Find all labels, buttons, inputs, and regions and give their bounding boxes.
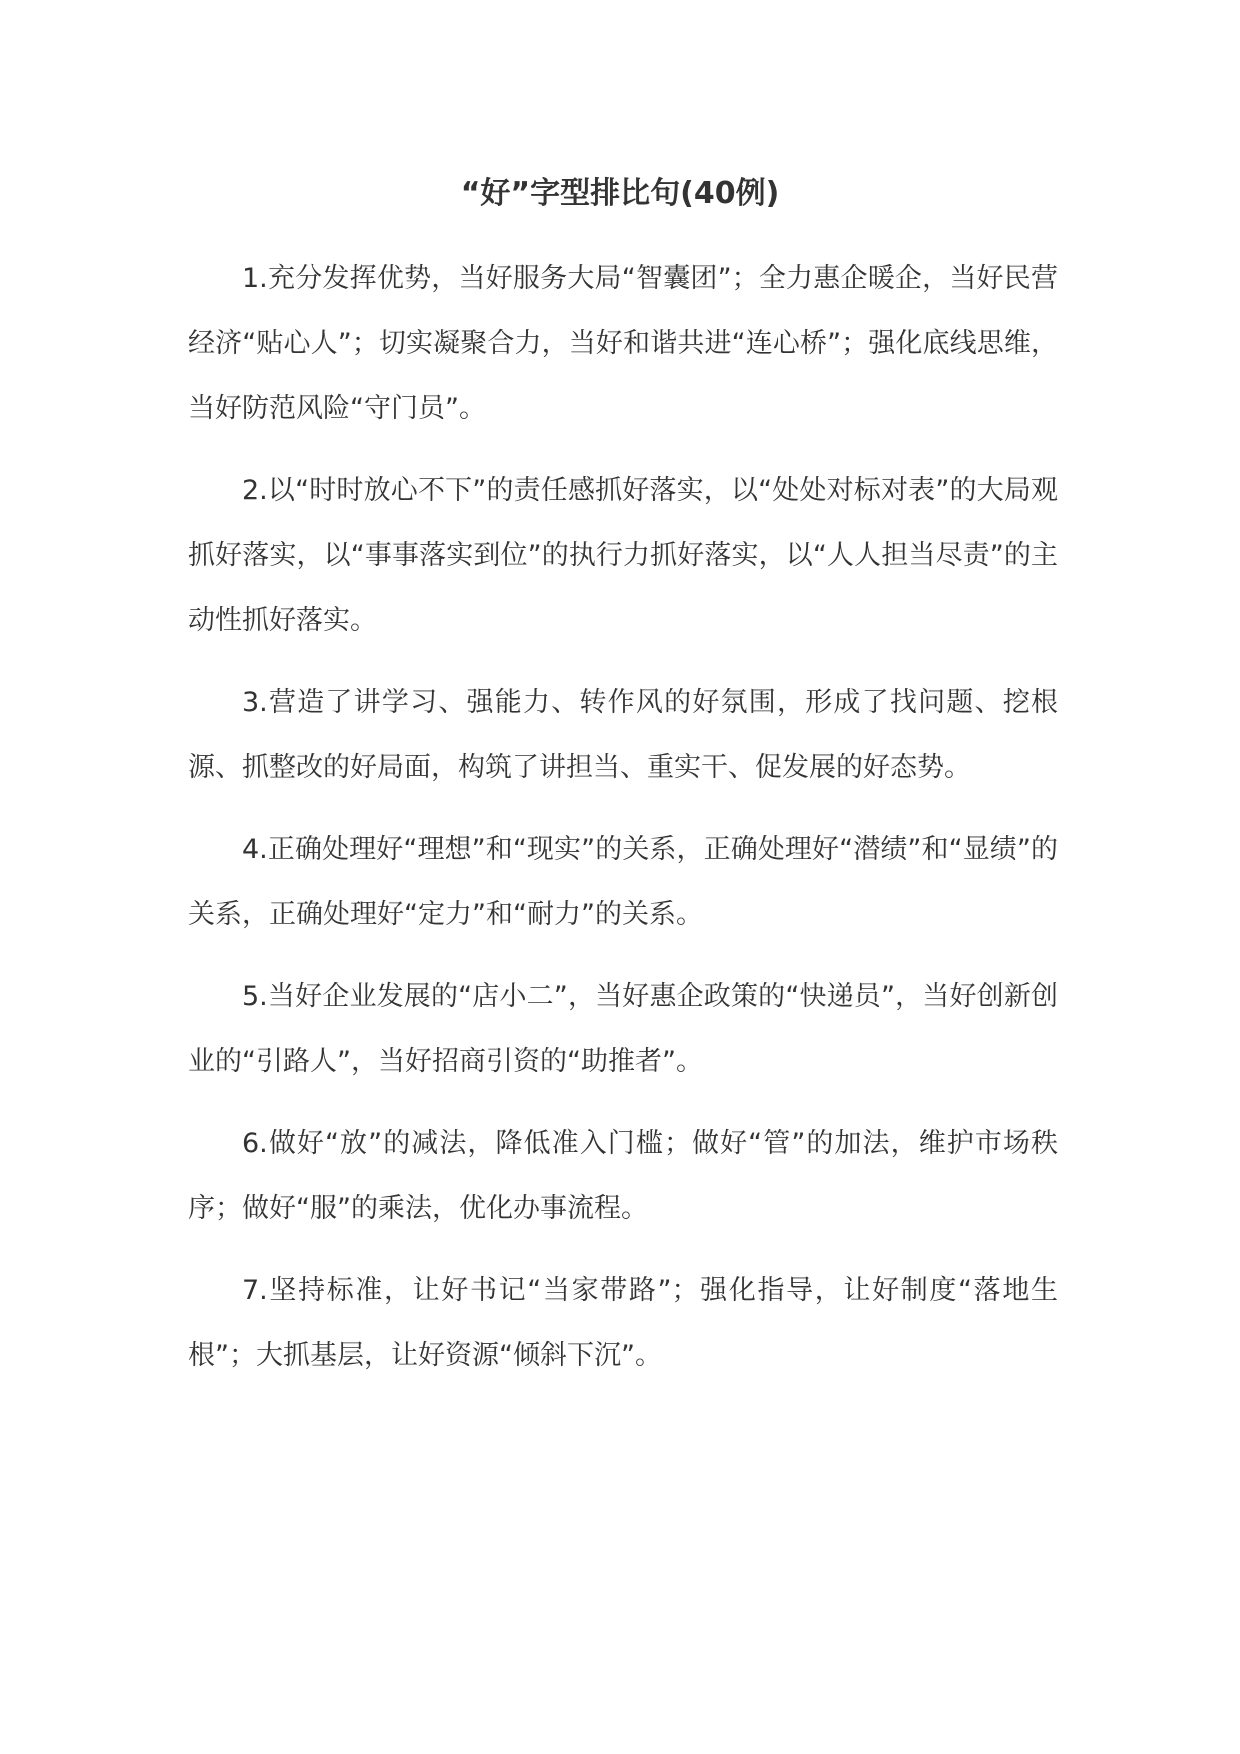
paragraph-5: 5.当好企业发展的“店小二”，当好惠企政策的“快递员”，当好创新创业的“引路人”，当好招商引资的“助推者”。 (188, 981, 1058, 1077)
document-body (188, 246, 1058, 1405)
paragraph-2: 2.以“时时放心不下”的责任感抓好落实，以“处处对标对表”的大局观抓好落实，以“事事落实到位”的执行力抓好落实，以“人人担当尽责”的主动性抓好落实。 (188, 475, 1058, 636)
document-title: “好”字型排比句(40例) (460, 176, 780, 211)
paragraph-7: 7.坚持标准，让好书记“当家带路”；强化指导，让好制度“落地生根”；大抓基层，让好资源“倾斜下沉”。 (188, 1275, 1058, 1371)
paragraph-4: 4.正确处理好“理想”和“现实”的关系，正确处理好“潜绩”和“显绩”的关系，正确处理好“定力”和“耐力”的关系。 (188, 834, 1058, 930)
paragraph-1: 1.充分发挥优势，当好服务大局“智囊团”；全力惠企暖企，当好民营经济“贴心人”；切实凝聚合力，当好和谐共进“连心桥”；强化底线思维，当好防范风险“守门员”。 (188, 263, 1058, 424)
paragraph-6: 6.做好“放”的减法，降低准入门槛；做好“管”的加法，维护市场秩序；做好“服”的乘法，优化办事流程。 (188, 1128, 1058, 1224)
paragraph-3: 3.营造了讲学习、强能力、转作风的好氛围，形成了找问题、挖根源、抓整改的好局面，构筑了讲担当、重实干、促发展的好态势。 (188, 687, 1058, 783)
